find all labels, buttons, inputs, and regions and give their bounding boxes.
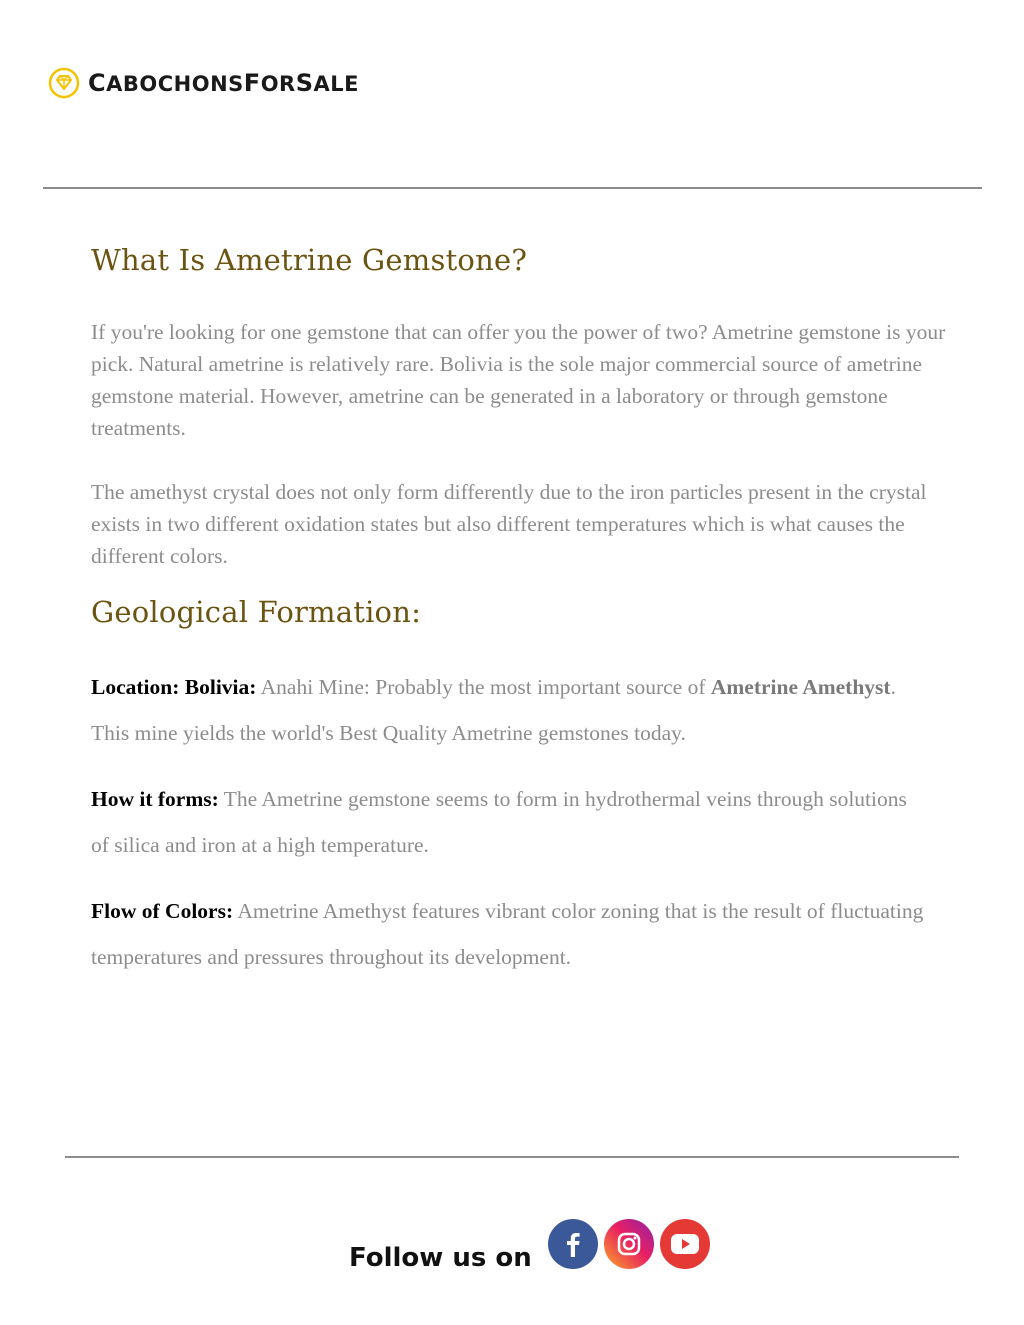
forms-label: How it forms: xyxy=(91,787,219,811)
location-fact: Location: Bolivia: Anahi Mine: Probably the most important source of Ametrine Amethyst. This mine yields the world's Best Quality Ametrine gemstones today. xyxy=(91,675,896,745)
main-content xyxy=(91,238,1006,1000)
top-divider xyxy=(43,187,982,189)
section-heading-ametrine: What Is Ametrine Gemstone? xyxy=(91,243,528,277)
intro-paragraph: If you're looking for one gemstone that can offer you the power of two? Ametrine gemstone is your pick. Natural ametrine is relatively rare. Bolivia is the sole major commercial source of ametrine gemstone material. However, ametrine can be generated in a laboratory or through gemstone treatments. xyxy=(91,320,946,440)
forms-fact: How it forms: The Ametrine gemstone seems to form in hydrothermal veins through solutions of silica and iron at a high temperature. xyxy=(91,787,907,857)
colors-fact: Flow of Colors: Ametrine Amethyst features vibrant color zoning that is the result of fluctuating temperatures and pressures throughout its development. xyxy=(91,899,924,969)
site-header xyxy=(48,64,359,102)
facebook-icon[interactable] xyxy=(548,1219,598,1269)
section-heading-geological: Geological Formation: xyxy=(91,595,422,629)
youtube-icon[interactable] xyxy=(660,1219,710,1269)
location-label: Location: Bolivia: xyxy=(91,675,257,699)
brand-name[interactable]: CABOCHONSFORSALE xyxy=(88,69,359,97)
diamond-icon[interactable] xyxy=(48,67,80,99)
bottom-divider xyxy=(65,1156,959,1158)
colors-label: Flow of Colors: xyxy=(91,899,234,923)
social-links xyxy=(548,1219,710,1269)
ametrine-emphasis: Ametrine Amethyst xyxy=(710,675,891,699)
follow-us xyxy=(349,1214,710,1274)
amethyst-paragraph: The amethyst crystal does not only form differently due to the iron particles present in the crystal exists in two different oxidation states but also different temperatures which is what causes the different colors. xyxy=(91,480,927,568)
follow-text: Follow us on xyxy=(349,1243,532,1273)
instagram-icon[interactable] xyxy=(604,1219,654,1269)
